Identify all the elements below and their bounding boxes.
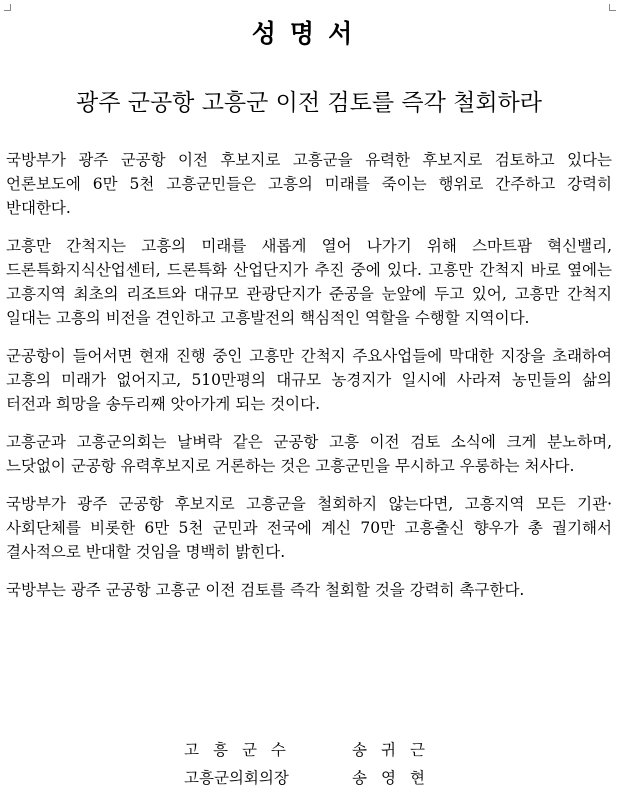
paragraph-2: 고흥만 간척지는 고흥의 미래를 새롭게 열어 나가기 위해 스마트팜 혁신밸리, 드론특화지식산업센터, 드론특화 산업단지가 추진 중에 있다. 고흥만 간척지 바로 옆에는 고흥지역 최초의 리조트와 대규모 관광단지가 준공을 눈앞에 두고 있어, 고흥만 간척지 일대는 고흥의 비전을 견인하고 고흥발전의 핵심적인 역할을 수행할 지역이다. — [6, 237, 612, 327]
signatory-name: 송귀근 — [352, 741, 439, 759]
document-subtitle: 광주 군공항 고흥군 이전 검토를 즉각 철회하라 — [75, 90, 542, 116]
paragraph-1: 국방부가 광주 군공항 이전 후보지로 고흥군을 유력한 후보지로 검토하고 있다는 언론보도에 6만 5천 고흥군민들은 고흥의 미래를 죽이는 행위로 간주하고 강력히 반대한다. — [6, 151, 612, 217]
signature-block — [6, 738, 612, 794]
document-page — [6, 0, 612, 787]
signatory-row-council-chair — [6, 766, 612, 794]
statement-body — [6, 148, 612, 602]
paragraph-3: 군공항이 들어서면 현재 진행 중인 고흥만 간척지 주요사업들에 막대한 지장을 초래하여 고흥의 미래가 없어지고, 510만평의 대규모 농경지가 일시에 사라져 농민들의 삶의 터전과 희망을 송두리째 앗아가게 되는 것이다. — [6, 347, 612, 413]
paragraph-5: 국방부가 광주 군공항 후보지로 고흥군을 철회하지 않는다면, 고흥지역 모든 기관·사회단체를 비롯한 6만 5천 군민과 전국에 계신 70만 고흥출신 향우가 총 궐기해서 결사적으로 반대할 것임을 명백히 밝힌다. — [6, 495, 612, 561]
signatory-title: 고흥군수 — [184, 741, 300, 759]
signatory-title: 고흥군의회의장 — [184, 769, 289, 787]
paragraph-6: 국방부는 광주 군공항 고흥군 이전 검토를 즉각 철회할 것을 강력히 촉구한다. — [6, 581, 525, 599]
signatory-name: 송영현 — [352, 769, 439, 787]
paragraph-4: 고흥군과 고흥군의회는 날벼락 같은 군공항 고흥 이전 검토 소식에 크게 분노하며, 느닷없이 군공항 유력후보지로 거론하는 것은 고흥군민을 무시하고 우롱하는 처사다. — [6, 433, 612, 475]
signatory-row-governor — [6, 738, 612, 766]
document-title: 성명서 — [251, 19, 367, 48]
